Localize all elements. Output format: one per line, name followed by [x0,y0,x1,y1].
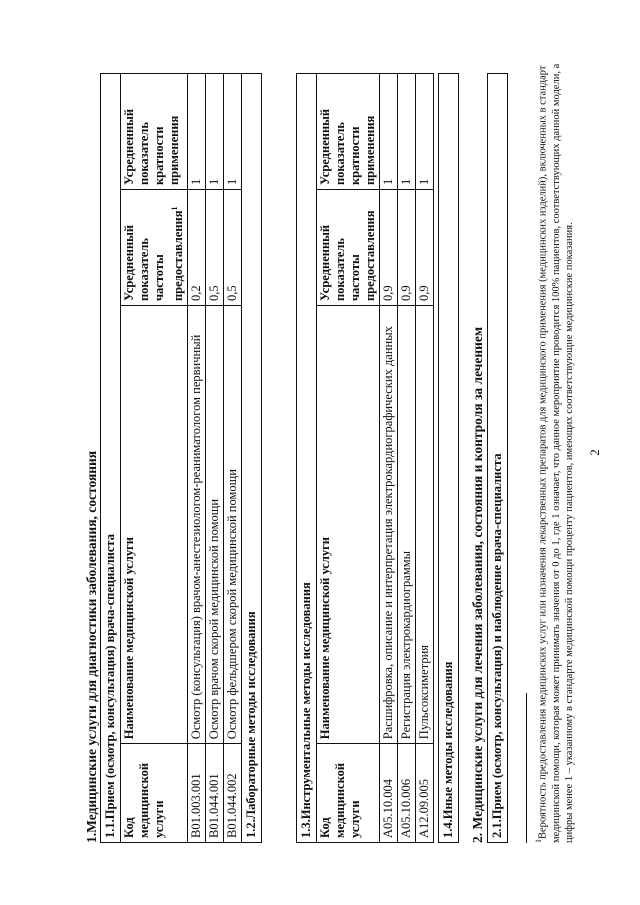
header-multiplicity: Усредненный показатель кратности применения [121,74,188,190]
cell-code: A05.10.006 [398,744,416,843]
header-code: Код медицинской услуги [121,744,188,843]
cell-frequency: 0,9 [380,190,398,306]
cell-multiplicity: 1 [206,74,224,190]
subsection-1-4-title: 1.4.Иные методы исследования [439,74,459,843]
cell-name: Осмотр врачом скорой медицинской помощи [206,306,224,744]
header-name: Наименование медицинской услуги [121,306,188,744]
subsection-1-1-title: 1.1.Прием (осмотр, консультация) врача-специалиста [101,74,121,843]
cell-code: A05.10.004 [380,744,398,843]
table-header-row [121,74,188,843]
footnote-marker: 1 [170,206,179,211]
table-header-row [317,74,380,843]
footnote-text: Вероятность предоставления медицинских услуг или назначения лекарственных препаратов для медицинского применения (медицинских изделий), включенных в стандарт медицинской помощи, которая может принимать значения от 0 до 1, где 1 означает, что данное мероприятие проводится 100% пациентов, соответствующих данной модели, а цифры менее 1 – указанному в стандарте медицинской помощи проценту пациентов, имеющих соответствующие медицинские показания. [537,63,575,843]
cell-name: Расшифровка, описание и интерпретация электрокардиографических данных [380,306,398,744]
cell-multiplicity: 1 [398,74,416,190]
table-row [206,74,224,843]
cell-name: Осмотр фельдшером скорой медицинской помощи [224,306,242,744]
subsection-2-1 [487,73,508,843]
footnote [532,53,576,843]
cell-frequency: 0,5 [206,190,224,306]
footnote-divider [526,693,527,843]
header-frequency: Усредненный показатель частоты предоставления [317,190,380,306]
subsection-1-2-title: 1.2.Лабораторные методы исследования [242,74,262,843]
table-1-1 [100,73,262,843]
section-2-title: 2. Медицинские услуги для лечения заболевания, состояния и контроля за лечением [470,326,485,843]
cell-name: Осмотр (консультация) врачом-анестезиологом-реаниматологом первичный [188,306,206,744]
subsection-1-3-title: 1.3.Инструментальные методы исследования [297,74,317,843]
cell-frequency: 0,5 [224,190,242,306]
cell-code: B01.003.001 [188,744,206,843]
cell-multiplicity: 1 [188,74,206,190]
header-multiplicity: Усредненный показатель кратности применения [317,74,380,190]
header-name: Наименование медицинской услуги [317,306,380,744]
cell-name: Регистрация электрокардиограммы [398,306,416,744]
cell-frequency: 0,9 [398,190,416,306]
cell-multiplicity: 1 [380,74,398,190]
header-frequency [121,190,188,306]
header-code: Код медицинской услуги [317,744,380,843]
subsection-1-4 [438,73,459,843]
cell-frequency: 0,2 [188,190,206,306]
table-row [188,74,206,843]
footnote-number: 1 [534,839,543,843]
cell-multiplicity: 1 [224,74,242,190]
table-row [380,74,398,843]
section-1-title: 1.Медицинские услуги для диагностики заболевания, состояния [84,450,99,843]
cell-code: B01.044.001 [206,744,224,843]
table-1-3 [296,73,434,843]
cell-name: Пульсоксиметрия [416,306,434,744]
cell-code: A12.09.005 [416,744,434,843]
cell-multiplicity: 1 [416,74,434,190]
cell-code: B01.044.002 [224,744,242,843]
table-row [398,74,416,843]
header-frequency-text: Усредненный показатель частоты предоставления [122,210,186,302]
table-row [416,74,434,843]
table-row [224,74,242,843]
subsection-2-1-title: 2.1.Прием (осмотр, консультация) и наблюдение врача-специалиста [488,74,508,843]
cell-frequency: 0,9 [416,190,434,306]
page-number: 2 [587,449,602,456]
